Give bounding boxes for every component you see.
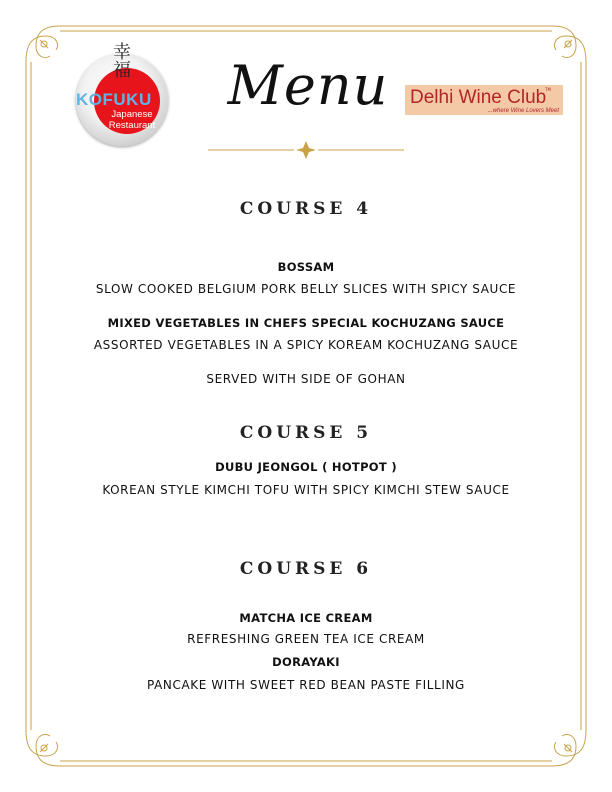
dwc-tagline: ...where Wine Lovers Meet [487,108,559,114]
item-desc: SLOW COOKED BELGIUM PORK BELLY SLICES WITH SPICY SAUCE [95,282,517,296]
course-heading: COURSE 6 [239,559,373,579]
corner-ornament-icon [26,26,60,62]
item-desc: REFRESHING GREEN TEA ICE CREAM [187,632,425,646]
course-note: SERVED WITH SIDE OF GOHAN [206,372,406,386]
logo-name: KOFUKU [76,90,152,109]
logo-subtitle: Japanese Restaurant [108,109,156,131]
course-heading: COURSE 4 [239,199,373,219]
page-title: Menu [227,54,389,117]
dwc-trademark: TM [545,87,551,92]
logo-kanji: 幸 福 [113,42,131,81]
item-name: DORAYAKI [272,655,340,669]
kofuku-logo [72,44,172,144]
item-desc: ASSORTED VEGETABLES IN A SPICY KOREAM KOCHUZANG SAUCE [93,338,519,352]
item-desc: KOREAN STYLE KIMCHI TOFU WITH SPICY KIMCHI STEW SAUCE [102,483,510,497]
item-name: DUBU JEONGOL ( HOTPOT ) [215,460,397,474]
item-desc: PANCAKE WITH SWEET RED BEAN PASTE FILLING [147,678,465,692]
item-name: BOSSAM [277,260,335,274]
course-heading: COURSE 5 [239,423,373,443]
delhi-wine-club-logo [405,85,563,115]
dwc-name: Delhi Wine Club [410,87,547,108]
item-name: MIXED VEGETABLES IN CHEFS SPECIAL KOCHUZANG SAUCE [107,316,505,330]
diamond-star-icon [296,141,316,159]
title-divider [208,140,404,160]
item-name: MATCHA ICE CREAM [239,611,373,625]
